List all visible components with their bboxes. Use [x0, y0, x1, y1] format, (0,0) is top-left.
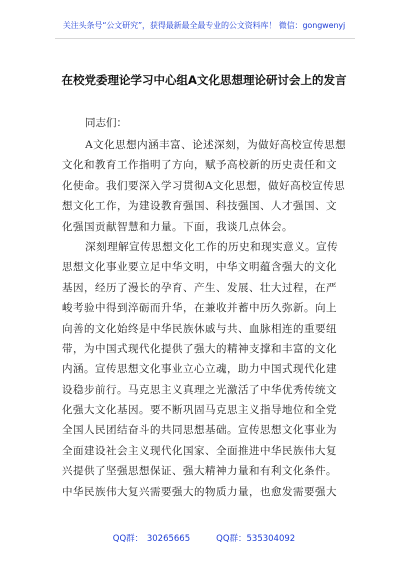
header-banner: 关注头条号“公文研究”，获得最新最全最专业的公文资料库！ 微信：gongwenyj	[62, 21, 346, 30]
document-title: 在校党委理论学习中心组A文化思想理论研讨会上的发言	[61, 73, 347, 87]
body-line: 带，为中国式现代化提供了强大的精神支撑和丰富的文化	[62, 342, 337, 355]
body-line: 文化和教育工作指明了方向，赋予高校新的历史责任和文	[62, 159, 337, 172]
body-line: 化使命。我们要深入学习贯彻A文化思想，做好高校宣传思	[62, 179, 346, 192]
footer-qq-group-1: QQ群： 30265665	[112, 534, 191, 544]
salutation: 同志们：	[85, 117, 127, 129]
header-divider	[55, 38, 355, 39]
document-body	[62, 135, 348, 502]
body-line: 中华民族伟大复兴需要强大的物质力量，也愈发需要强大	[62, 485, 337, 498]
footer-qq-group-2: QQ群：535304092	[216, 534, 296, 544]
body-line: 峻考验中得到淬砺而升华，在兼收并蓄中历久弥新。向上	[62, 302, 337, 315]
body-line: 想文化工作，为建设教育强国、科技强国、人才强国、文	[62, 200, 337, 213]
body-line: 基因，经历了漫长的孕育、产生、发展、壮大过程，在严	[62, 281, 337, 294]
body-line: 设稳步前行。马克思主义真理之光激活了中华优秀传统文	[62, 383, 337, 396]
footer-qq-groups	[0, 533, 408, 545]
body-line: 深刻理解宣传思想文化工作的历史和现实意义。宣传	[85, 240, 339, 253]
body-line: 兴提供了坚强思想保证、强大精神力量和有利文化条件。	[62, 465, 337, 478]
body-line: 化强国贡献智慧和力量。下面，我谈几点体会。	[62, 220, 293, 233]
body-line: 思想文化事业要立足中华文明，中华文明蕴含强大的文化	[62, 261, 337, 274]
body-line: 向善的文化始终是中华民族休戚与共、血脉相连的重要纽	[62, 322, 337, 335]
body-line: 全面建设社会主义现代化国家、全面推进中华民族伟大复	[62, 444, 337, 457]
body-line: 化强大文化基因。要不断巩固马克思主义指导地位和全党	[62, 404, 337, 417]
body-line: 全国人民团结奋斗的共同思想基础。宣传思想文化事业为	[62, 424, 337, 437]
body-line: A文化思想内涵丰富、论述深刻，为做好高校宣传思想	[85, 139, 347, 151]
body-line: 内涵。宣传思想文化事业立心立魂，助力中国式现代化建	[62, 363, 337, 376]
